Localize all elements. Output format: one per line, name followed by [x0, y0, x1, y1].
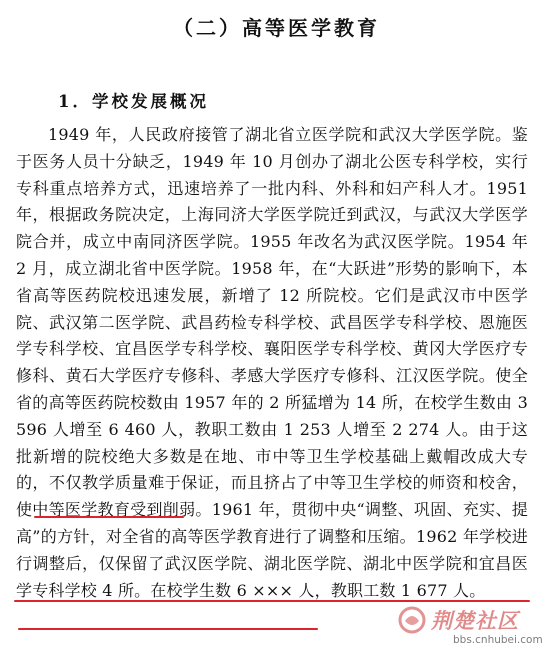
watermark-url: bbs.cnhubei.com — [453, 634, 543, 646]
paragraph-text-part-1: 1949 年，人民政府接管了湖北省立医学院和武汉大学医学院。鉴于医务人员十分缺乏，1949 年 10 月创办了湖北公医专科学校，实行专科重点培养方式，迅速培养了一批内科、外科和妇产科人才。1951 年，根据政务院决定，上海同济大学医学院迁到武汉，与武汉大学医学院合并，成立中南同济医学院。1955 年改名为武汉医学院。1954 年 2 月，成立湖北省中医学院。1958 年，在“大跃进”形势的影响下，本省高等医药院校迅速发展，新增了 12 所院校。它们是武汉市中医学院、武汉第二医学院、武昌药检专科学校、武昌医学专科学校、恩施医学专科学校、宜昌医学专科学校、襄阳医学专科学校、黄冈大学医疗专修科、黄石大学医疗专修科、孝感大学医疗专修科、江汉医学院。使全省的高等医药院校数由 1957 年的 2 所猛增为 14 所，在校学生数由 3 596 人增至 6 460 人，教职工数由 1 253 人增至 2 274 人。由于这批新增的院校绝大多数是在地、市中等卫生学校基础上戴帽改成大专的，不仅 — [16, 125, 528, 493]
subsection-title: 1．学校发展概况 — [58, 92, 209, 111]
red-underline-mark — [18, 628, 318, 630]
highlighted-phrase-1962-adjustment: 1962 年学校进行调整后，仅保留了武汉医学院、湖北医学院、湖北中医学院和宜昌医学专科学校 4 所 — [16, 526, 528, 600]
watermark-logo-icon — [397, 605, 427, 635]
red-underline-mark — [14, 600, 530, 602]
watermark-brand: 荆楚社区 — [431, 609, 519, 633]
body-paragraph — [16, 122, 528, 604]
red-underline-mark — [34, 516, 184, 518]
watermark — [397, 603, 547, 651]
section-title: （二）高等医学教育 — [173, 16, 380, 40]
paragraph-text-part-2: ，而且挤占了中等卫生学校的师资和校舍，使中等医学教育受到削弱。1961 年，贯彻中央“调整、巩固、充实、提高”的方针，对全省的高等医学教育进行了调整和压缩。 — [16, 473, 528, 546]
paragraph-text-part-3: 。在校学生数 6 ××× 人，教职工数 1 677 人。 — [134, 580, 486, 600]
highlighted-phrase-teaching-quality: 教学质量难于保证 — [82, 473, 215, 493]
